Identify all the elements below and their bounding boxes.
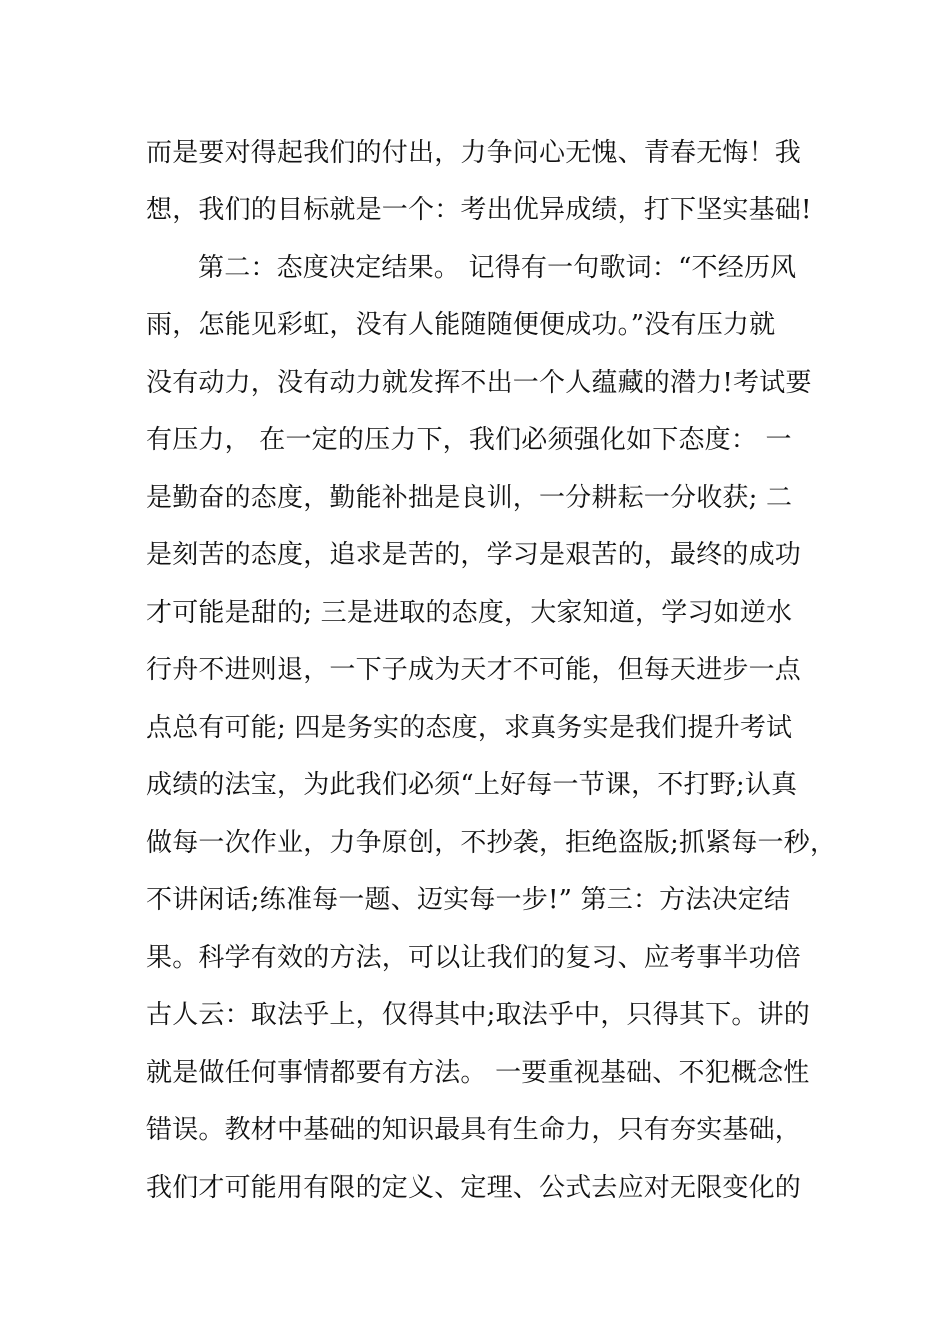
text-line: 就是做任何事情都要有方法。 一要重视基础、不犯概念性 [146, 1058, 810, 1088]
text-line: 点总有可能; 四是务实的态度，求真务实是我们提升考试 [146, 713, 793, 743]
text-line: 而是要对得起我们的付出，力争问心无愧、青春无悔！我 [146, 138, 802, 168]
text-line: 做每一次作业，力争原创，不抄袭，拒绝盗版;抓紧每一秒， [146, 828, 837, 858]
text-line: 成绩的法宝，为此我们必须“上好每一节课，不打野;认真 [146, 770, 798, 800]
text-line: 雨，怎能见彩虹，没有人能随随便便成功。”没有压力就 [146, 310, 776, 340]
text-line: 不讲闲话;练准每一题、迈实每一步!” 第三：方法决定结 [146, 885, 791, 915]
text-line: 是刻苦的态度，追求是苦的，学习是艰苦的，最终的成功 [146, 540, 802, 570]
text-line: 果。科学有效的方法，可以让我们的复习、应考事半功倍 [146, 943, 802, 973]
text-line: 行舟不进则退，一下子成为天才不可能，但每天进步一点 [146, 655, 802, 685]
text-line: 古人云：取法乎上，仅得其中;取法乎中，只得其下。讲的 [146, 1000, 810, 1030]
text-line: 才可能是甜的; 三是进取的态度，大家知道，学习如逆水 [146, 598, 793, 628]
text-line: 我们才可能用有限的定义、定理、公式去应对无限变化的 [146, 1173, 802, 1203]
text-line: 是勤奋的态度，勤能补拙是良训，一分耕耘一分收获; 二 [146, 483, 793, 513]
text-line: 想，我们的目标就是一个：考出优异成绩，打下坚实基础! [146, 195, 812, 225]
text-line: 错误。教材中基础的知识最具有生命力，只有夯实基础， [146, 1115, 802, 1145]
text-line: 有压力， 在一定的压力下，我们必须强化如下态度： 一 [146, 425, 792, 455]
text-line: 第二：态度决定结果。 记得有一句歌词：“不经历风 [198, 253, 797, 283]
text-line: 没有动力，没有动力就发挥不出一个人蕴藏的潜力!考试要 [146, 368, 812, 398]
